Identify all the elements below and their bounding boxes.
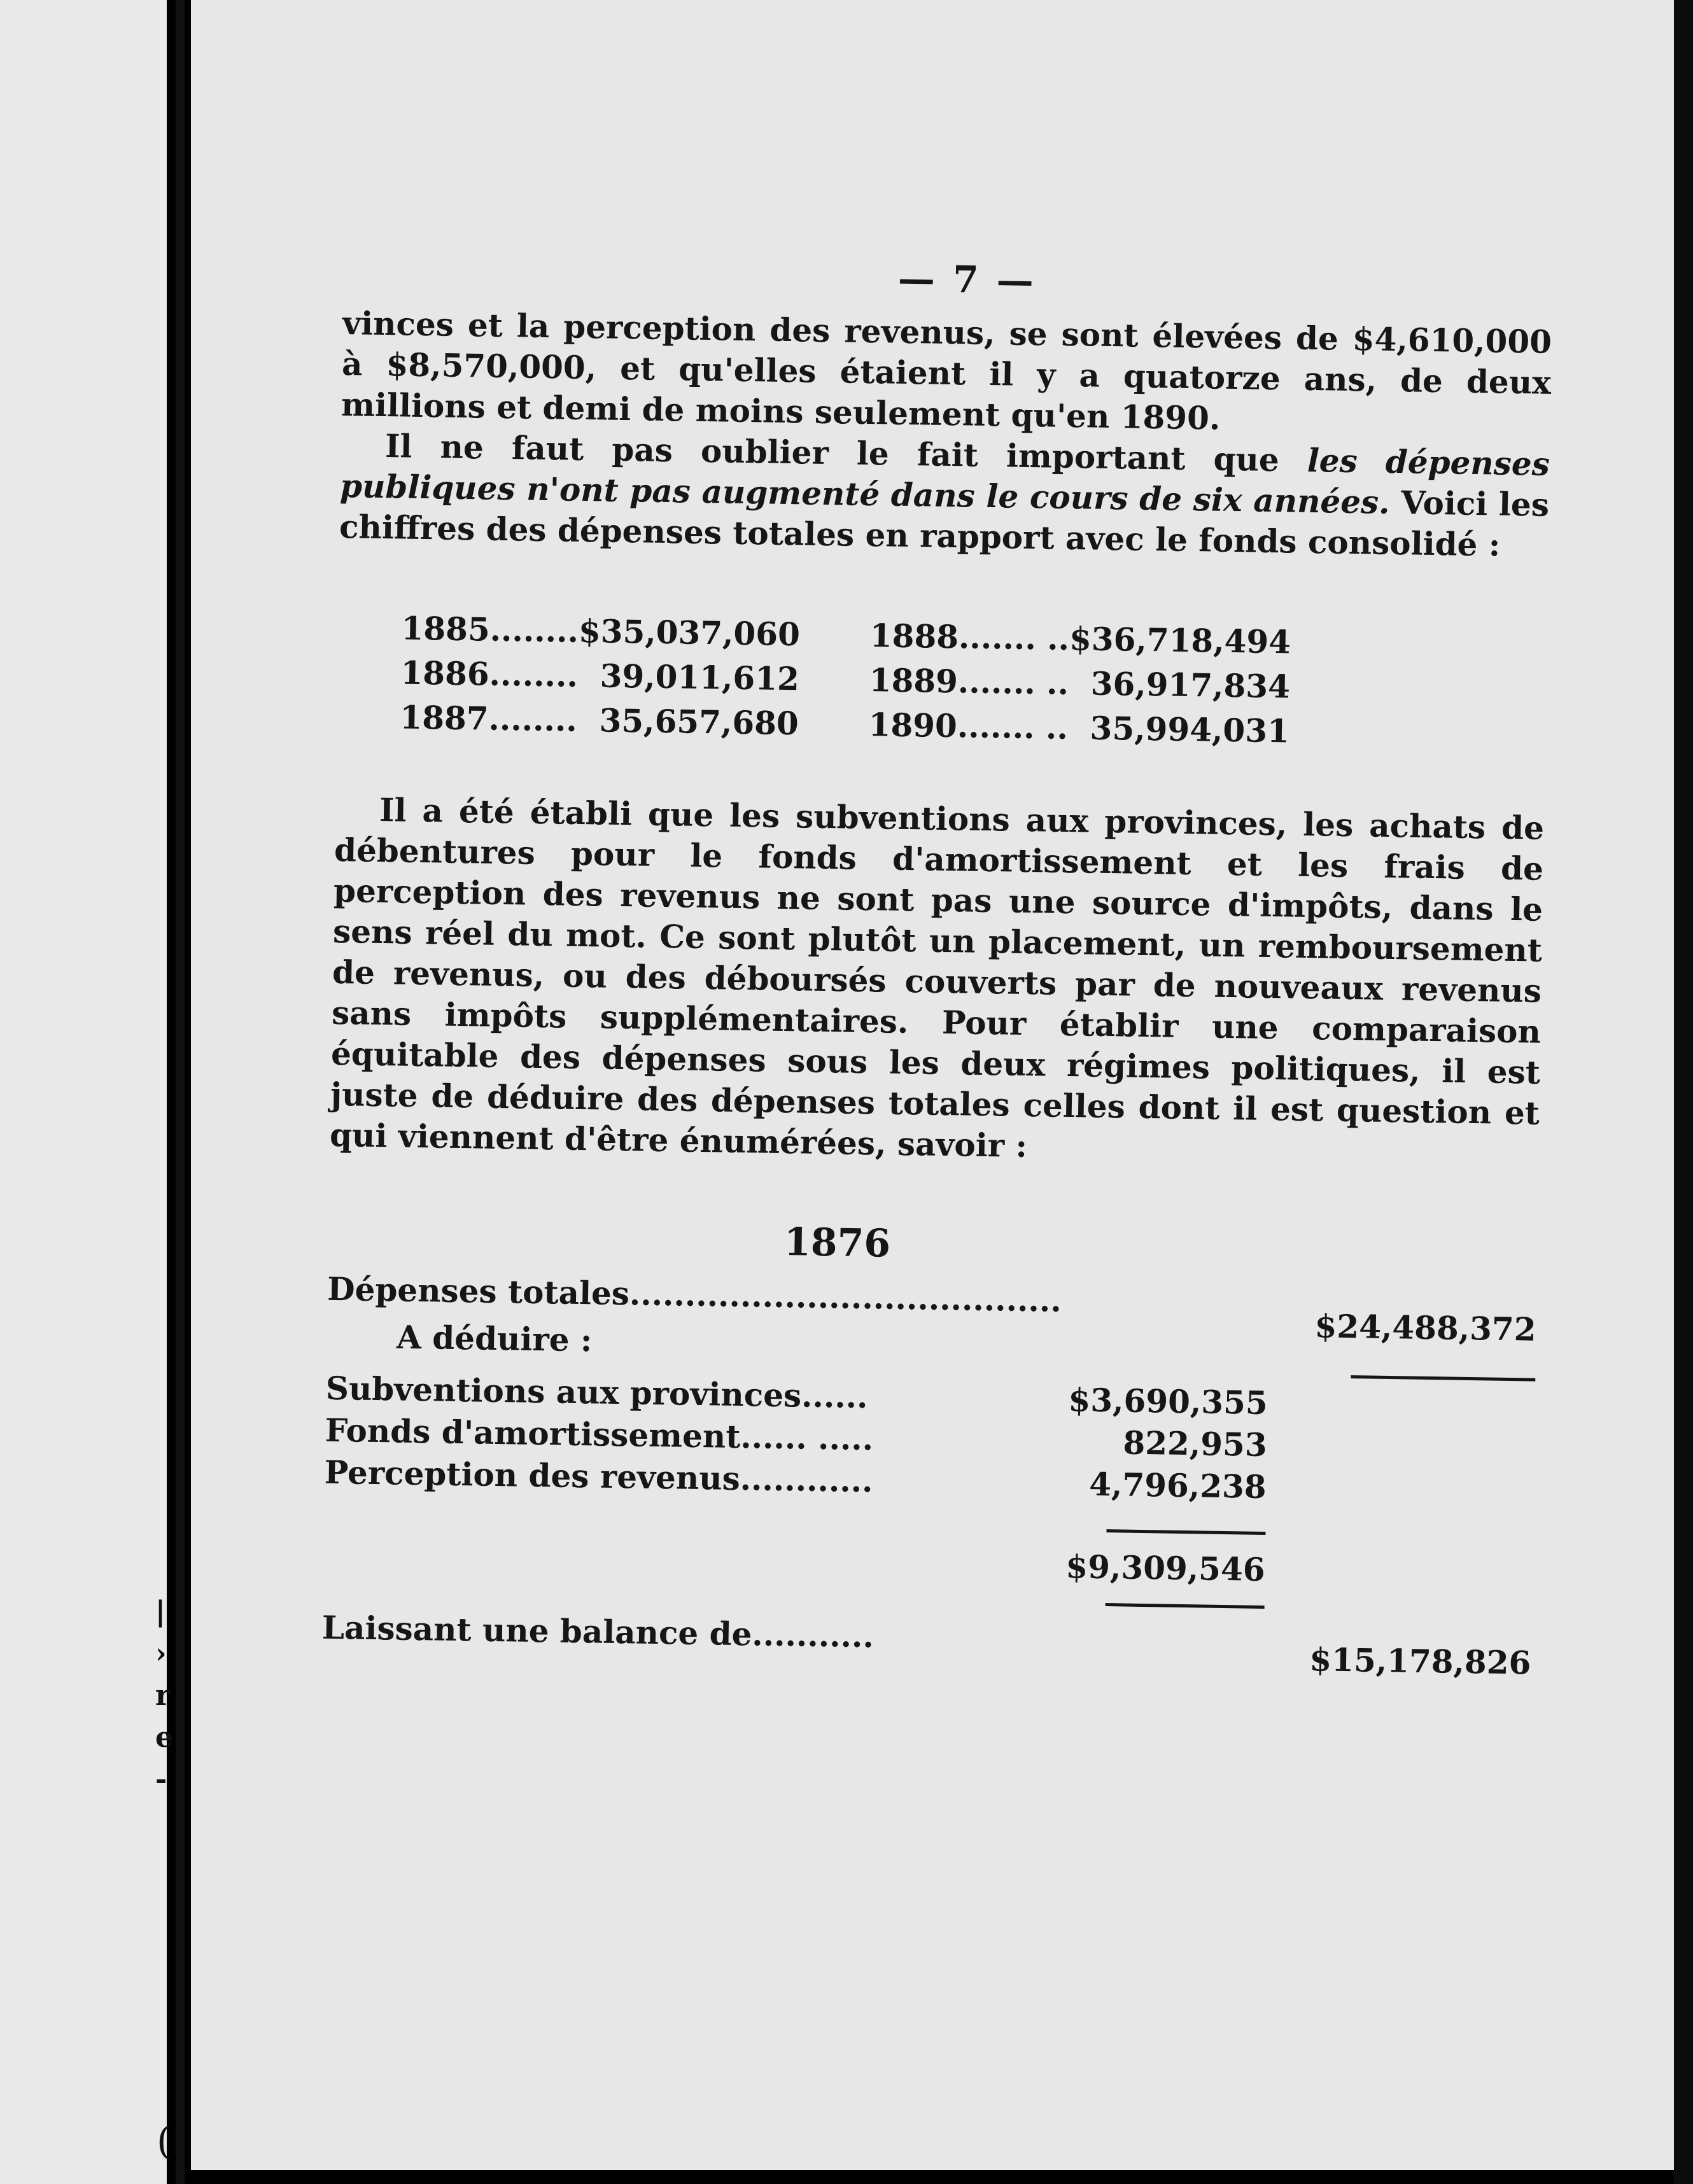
deduction-value: $3,690,355 — [1068, 1381, 1268, 1422]
page-content — [321, 248, 1553, 1689]
subtotal-rule — [1106, 1529, 1265, 1535]
total-underline — [1351, 1375, 1535, 1382]
total-expenses-value: $24,488,372 — [1314, 1307, 1537, 1348]
paragraph-deductions: Il a été établi que les subventions aux provinces, les achats de débentures pour le fonds d'amortissement et les frais de perception des revenus ne sont pas une source d'impôts, dans le sens réel du mot. Ce sont plutôt un placement, un remboursement de revenus, ou des déboursés couverts par de nouveaux revenus sans impôts supplémentaires. Pour établir une comparaison équitable des dépenses sous les deux régimes politiques, il est juste de déduire des dépenses totales celles dont il est question et qui viennent d'être énumérées, savoir : — [329, 790, 1545, 1165]
deduct-label: A déduire : — [396, 1318, 593, 1359]
balance-value: $15,178,826 — [1309, 1641, 1531, 1682]
year-cell: 1885........ — [401, 609, 579, 650]
value-cell: 36,917,834 — [1090, 664, 1291, 705]
expenses-by-year-table — [400, 606, 1291, 753]
paragraph-public-expenses-italic: les dépenses publiques n'ont pas augmenté dans le cours de six années. — [339, 441, 1550, 521]
value-cell: 35,994,031 — [1090, 709, 1290, 750]
value-cell: $36,718,494 — [1069, 619, 1291, 661]
year-cell: 1886........ — [400, 653, 579, 694]
deductions-subtotal: $9,309,546 — [1065, 1548, 1266, 1588]
deduction-value: 822,953 — [1123, 1424, 1268, 1464]
page-right-edge — [1674, 0, 1693, 2184]
paragraph-public-expenses-end: Voici les chiffres des dépenses totales en rapport avec le fonds consolidé : — [339, 483, 1550, 564]
deduction-label: Subventions aux provinces...... — [325, 1369, 869, 1416]
value-cell: 39,011,612 — [600, 656, 800, 697]
statement-year-heading: 1876 — [783, 1220, 891, 1266]
deduction-value: 4,796,238 — [1088, 1465, 1267, 1506]
year-cell: 1889....... .. — [869, 661, 1069, 702]
value-cell: 35,657,680 — [599, 701, 799, 742]
scanned-page — [191, 0, 1674, 2170]
previous-page-margin — [0, 0, 173, 2184]
previous-page-edge-marks: | › r e - — [155, 1595, 173, 1796]
deduction-label: Perception des revenus............ — [324, 1453, 874, 1500]
total-expenses-label: Dépenses totales....................................... — [327, 1270, 1062, 1319]
year-cell: 1888....... .. — [869, 616, 1070, 657]
page-gutter — [176, 0, 185, 2184]
year-cell: 1890....... .. — [868, 705, 1069, 746]
deduction-label: Fonds d'amortissement...... ..... — [325, 1411, 874, 1458]
year-cell: 1887........ — [399, 697, 578, 739]
previous-page-edge-bracket: ( — [157, 2119, 172, 2164]
paragraph-public-expenses-start: Il ne faut pas oublier le fait important que — [384, 427, 1308, 479]
subtotal-underline — [1106, 1603, 1265, 1609]
expense-statement — [321, 1270, 1537, 1689]
paragraph-public-expenses — [339, 425, 1550, 566]
paragraph-revenue-growth: vinces et la perception des revenus, se sont élevées de $4,610,000 à $8,570,000, et qu'elles étaient il y a quatorze ans, de deux millions et demi de moins seulement qu'en 1890. — [341, 304, 1552, 437]
page-number: — 7 — — [897, 256, 1037, 303]
value-cell: $35,037,060 — [578, 612, 801, 653]
balance-label: Laissant une balance de........... — [321, 1608, 875, 1655]
